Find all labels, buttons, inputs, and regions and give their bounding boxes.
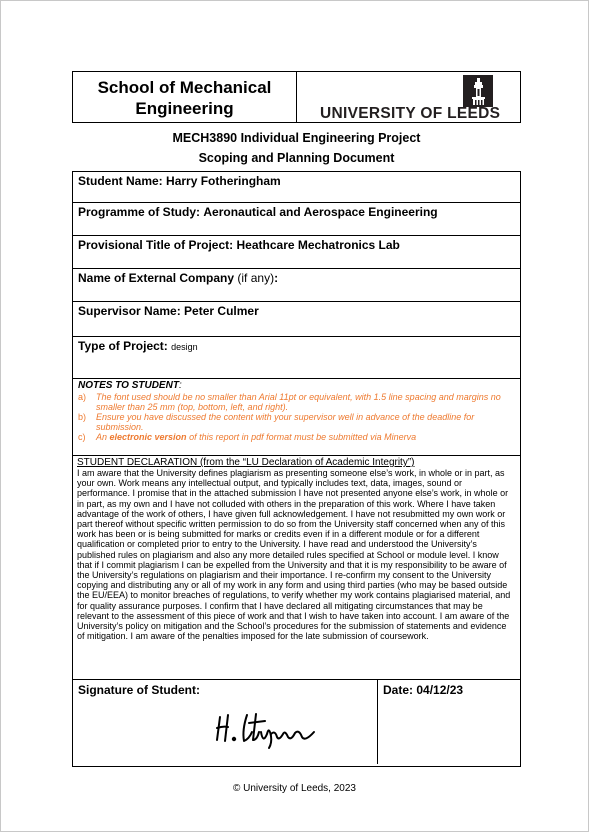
student-name-value: Harry Fotheringham: [166, 174, 281, 188]
notes-title: NOTES TO STUDENT:: [78, 380, 182, 391]
document-title-line1: MECH3890 Individual Engineering Project: [172, 131, 421, 145]
note-item-c: c) An electronic version of this report in pdf format must be submitted via Minerva: [78, 432, 417, 442]
provisional-title-row: [73, 236, 520, 269]
signature-cell: [73, 680, 378, 764]
document-title-line2: Scoping and Planning Document: [198, 151, 395, 165]
provisional-title-label: Provisional Title of Project:: [78, 238, 234, 252]
university-logo: [297, 72, 520, 122]
external-company-row: [73, 269, 520, 302]
date-cell: [378, 680, 520, 764]
provisional-title-value: Heathcare Mechatronics Lab: [236, 238, 400, 252]
notes-to-student: [73, 379, 520, 456]
student-name-row: [73, 172, 520, 203]
university-name: UNIVERSITY OF LEEDS: [320, 105, 501, 122]
signature-label: Signature of Student:: [78, 683, 200, 697]
project-type-value: design: [171, 342, 198, 352]
external-company-colon: :: [274, 271, 279, 285]
school-name: School of Mechanical Engineering: [73, 72, 297, 122]
declaration-body: I am aware that the University defines plagiarism as presenting someone else’s work, in whole or in part, as your own. Work means any intellectual output, and typically includes text, data, images, sound or performance. I promise that in the attached submission I have not presented anyone else’s work, in whole or in part, as my own and I have not colluded with others in the preparation of this work. Where I have taken advantage of the work of others, I have given full acknowledgement. I have not resubmitted my own work or part thereof without specific written permission to do so from the University staff concerned when any of this work has been or is being submitted for marks or credits even if in a different module or for a different qualification or completed prior to entry to the University. I have read and understood the University’s published rules on plagiarism and also any more detailed rules specified at School or module level. I know that if I commit plagiarism I can be expelled from the University and that it is my responsibility to be aware of the University’s regulations on plagiarism and their importance. I re-confirm my consent to the University copying and distributing any or all of my work in any form and using third parties (who may be based outside the EU/EEA) to monitor breaches of regulations, to verify whether my work contains plagiarised material, and for quality assurance purposes. I confirm that I have declared all mitigating circumstances that may be relevant to the assessment of this piece of work and that I wish to have taken into account. I am aware of the University’s policy on mitigation and the School’s procedures for the submission of statements and evidence of mitigation. I am aware of the penalties imposed for the late submission of coursework.: [77, 468, 511, 642]
programme-value: Aeronautical and Aerospace Engineering: [203, 205, 438, 219]
note-item-b: b) Ensure you have discussed the content with your supervisor well in advance of the deadline for submission.: [78, 412, 475, 432]
parkinson-tower-icon: [463, 75, 493, 107]
copyright-footer: © University of Leeds, 2023: [233, 783, 356, 794]
supervisor-row: [73, 302, 520, 337]
project-type-row: [73, 337, 520, 379]
supervisor-label: Supervisor Name:: [78, 304, 181, 318]
external-company-hint: (if any): [237, 271, 275, 285]
programme-row: [73, 203, 520, 236]
external-company-label: Name of External Company: [78, 271, 235, 285]
project-type-label: Type of Project:: [78, 339, 168, 353]
handwritten-signature: [213, 710, 318, 750]
signature-row: [73, 680, 520, 766]
scoping-form: [72, 171, 521, 767]
student-name-label: Student Name:: [78, 174, 163, 188]
document-header: [72, 71, 521, 123]
date-label: Date: 04/12/23: [383, 683, 464, 697]
programme-label: Programme of Study:: [78, 205, 201, 219]
declaration-title: STUDENT DECLARATION (from the “LU Declaration of Academic Integrity”): [77, 457, 415, 468]
note-item-a: a) The font used should be no smaller than Arial 11pt or equivalent, with 1.5 line spacing and margins no smaller than 25 mm (top, bottom, left, and right).: [78, 392, 501, 412]
student-declaration: [73, 456, 520, 680]
supervisor-value: Peter Culmer: [184, 304, 259, 318]
